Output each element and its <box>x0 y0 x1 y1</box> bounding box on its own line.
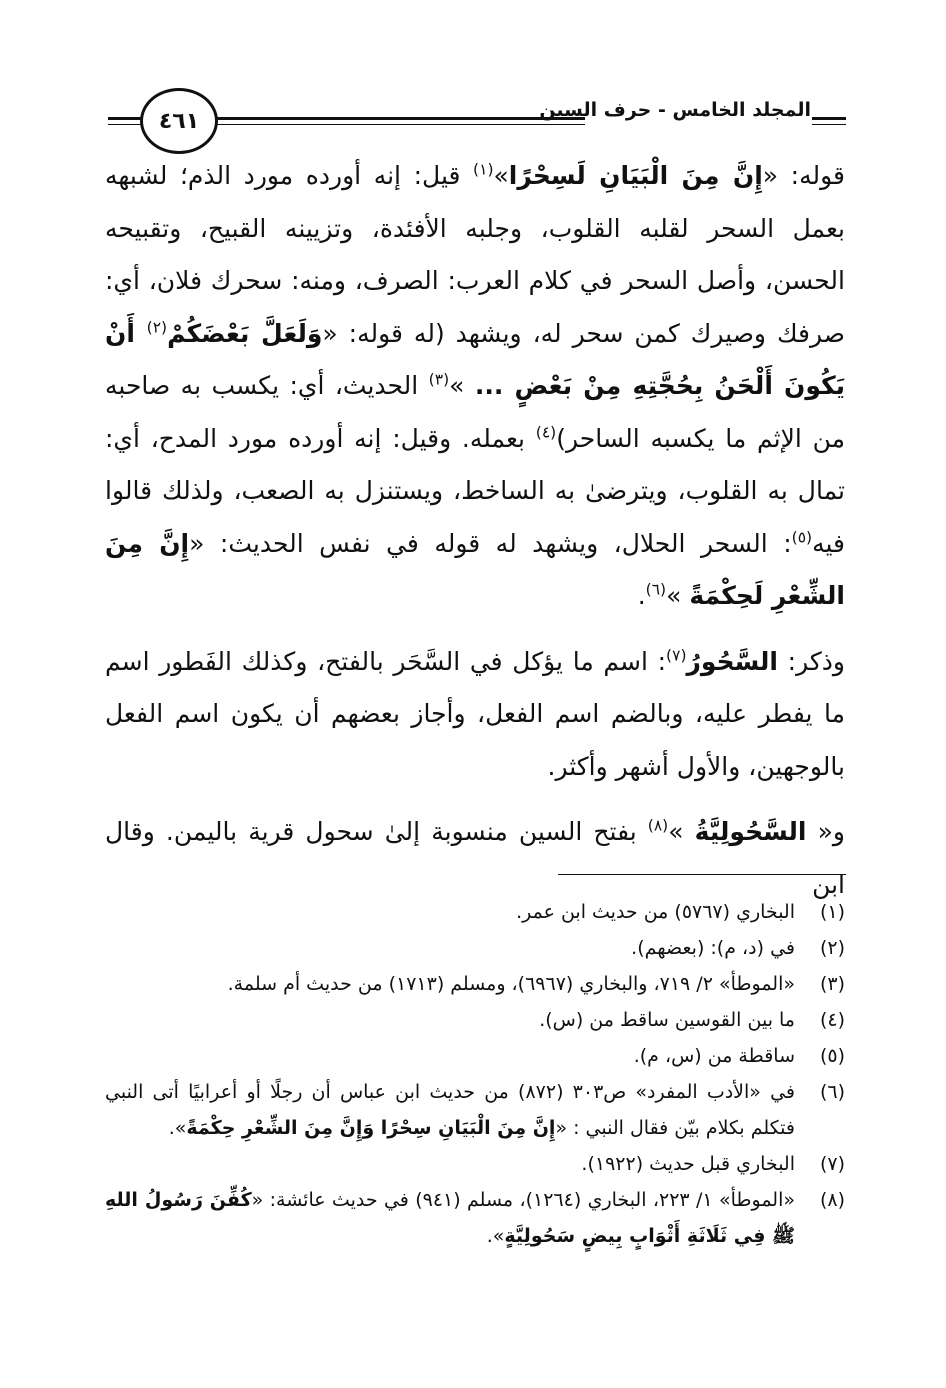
footnote <box>105 1146 845 1182</box>
footnote-text <box>105 1038 795 1074</box>
footnote-number: (٧) <box>819 1153 845 1175</box>
text-run: البخاري قبل حديث (١٩٢٢). <box>581 1153 795 1175</box>
header-rule <box>812 124 846 125</box>
footnote-number: (٨) <box>819 1189 845 1211</box>
footnote-text <box>105 1182 795 1254</box>
quoted-text: إِنَّ مِنَ الْبَيَانِ سِحْرًا وَإِنَّ مِنَ الشِّعْرِ حِكْمَةً <box>186 1117 556 1139</box>
text-run: » <box>493 161 509 190</box>
quoted-text: كُفِّنَ رَسُولُ اللهِ ﷺ فِي ثَلَاثَةِ أَثْوَابٍ بِيضٍ سَحُولِيَّةٍ <box>105 1189 795 1247</box>
footnote-text <box>105 966 795 1002</box>
footnote <box>105 1182 845 1254</box>
text-run: في «الأدب المفرد» ص٣٠٣ (٨٧٢) من حديث ابن عباس أن رجلًا أو أعرابيًا أتى النبي فتكلم بكلام بيّن فقال النبي : « <box>105 1081 796 1139</box>
main-text <box>105 150 845 911</box>
text-run: الحديث، أي: يكسب به صاحبه من الإثم ما يكسبه الساحر) <box>105 371 846 453</box>
header-rule <box>812 117 846 120</box>
footnote-marker: (٨) <box>647 816 669 835</box>
footnote-number: (٢) <box>819 937 845 959</box>
text-run: «الموطأ» ٢/ ٧١٩، والبخاري (٦٩٦٧)، ومسلم (١٧١٣) من حديث أم سلمة. <box>227 973 795 995</box>
quoted-text: السَّحُورُ <box>686 646 778 676</box>
text-run: وذكر: <box>777 646 845 676</box>
footnote <box>105 930 845 966</box>
quoted-text: إِنَّ مِنَ الشِّعْرِ لَحِكْمَةً <box>105 528 845 610</box>
text-run: في (د، م): (بعضهم). <box>631 937 795 959</box>
footnote-number: (٦) <box>819 1081 845 1103</box>
text-run: ما بين القوسين ساقط من (س). <box>539 1009 795 1031</box>
footnote-marker: (٦) <box>645 580 667 599</box>
text-run: » <box>666 581 690 610</box>
text-run: » <box>668 817 695 846</box>
footnote-marker: (٢) <box>146 318 168 337</box>
footnote-text <box>105 894 795 930</box>
running-title: المجلد الخامس - حرف السين <box>539 99 811 121</box>
footnote-marker: (٥) <box>791 528 813 547</box>
footnote-text <box>105 1146 795 1182</box>
text-run: قوله: « <box>762 161 845 190</box>
footnote-number: (١) <box>819 901 845 923</box>
text-run: البخاري (٥٧٦٧) من حديث ابن عمر. <box>516 901 795 923</box>
footnote-marker: (٤) <box>535 423 557 442</box>
footnote-text <box>105 1074 795 1146</box>
footnote-marker: (٣) <box>428 370 450 389</box>
footnote-marker: (١) <box>473 160 494 179</box>
footnote-number: (٥) <box>819 1045 845 1067</box>
header-rule <box>205 124 585 125</box>
footnote <box>105 1074 845 1146</box>
quoted-text: السَّحُولِيَّةُ <box>694 817 807 846</box>
text-run: و« <box>806 817 845 846</box>
paragraph <box>105 150 845 623</box>
text-run: قيل: إنه أورده مورد الذم؛ لشبهه بعمل السحر لقلبه القلوب، وجلبه الأفئدة، وتزيينه القبيح، وتقبيحه الحسن، وأصل السحر في كلام العرب: الصرف، ومنه: سحرك فلان، أي: صرفك وصيرك كمن سحر له، ويشهد (له قوله: « <box>105 161 845 348</box>
page-number: ٤٦١ <box>158 108 200 134</box>
text-run: . <box>637 581 646 610</box>
footnote-marker: (٧) <box>666 646 687 665</box>
text-run: ساقطة من (س، م). <box>633 1045 795 1067</box>
footnote-text <box>105 1002 795 1038</box>
footnote-number: (٤) <box>819 1009 845 1031</box>
footnote <box>105 894 845 930</box>
footnote <box>105 966 845 1002</box>
text-run: » <box>449 371 475 400</box>
footnotes <box>105 894 845 1254</box>
text-run: «الموطأ» ١/ ٢٢٣، البخاري (١٢٦٤)، مسلم (٩٤١) في حديث عائشة: « <box>251 1189 795 1211</box>
footnote-separator <box>558 874 846 875</box>
paragraph <box>105 636 845 794</box>
text-run: ». <box>168 1117 187 1139</box>
text-run: بعمله. وقيل: إنه أورده مورد المدح، أي: تمال به القلوب، ويترضىٰ به الساخط، ويستنزل به الصعب، ولذلك قالوا فيه <box>105 423 845 558</box>
text-run: ». <box>486 1225 505 1247</box>
quoted-text: أَنْ يَكُونَ أَلْحَنُ بِحُجَّتِهِ مِنْ بَعْضٍ ... <box>105 318 845 400</box>
header-rule <box>205 117 585 120</box>
footnote-number: (٣) <box>819 973 845 995</box>
quoted-text: وَلَعَلَّ بَعْضَكُمْ <box>167 318 323 348</box>
footnote <box>105 1002 845 1038</box>
text-run: : السحر الحلال، ويشهد له قوله في نفس الحديث: « <box>189 528 792 558</box>
footnote-text <box>105 930 795 966</box>
text-run: بفتح السين منسوبة إلىٰ سحول قرية باليمن. وقال ابن <box>105 817 845 899</box>
footnote <box>105 1038 845 1074</box>
text-run: : اسم ما يؤكل في السَّحَر بالفتح، وكذلك الفَطور اسم ما يفطر عليه، وبالضم اسم الفعل، وأجاز بعضهم أن يكون اسم الفعل بالوجهين، والأول أشهر وأكثر. <box>105 646 845 781</box>
page-number-badge <box>140 88 218 154</box>
running-header <box>0 0 946 160</box>
quoted-text: إِنَّ مِنَ الْبَيَانِ لَسِحْرًا <box>508 161 763 190</box>
